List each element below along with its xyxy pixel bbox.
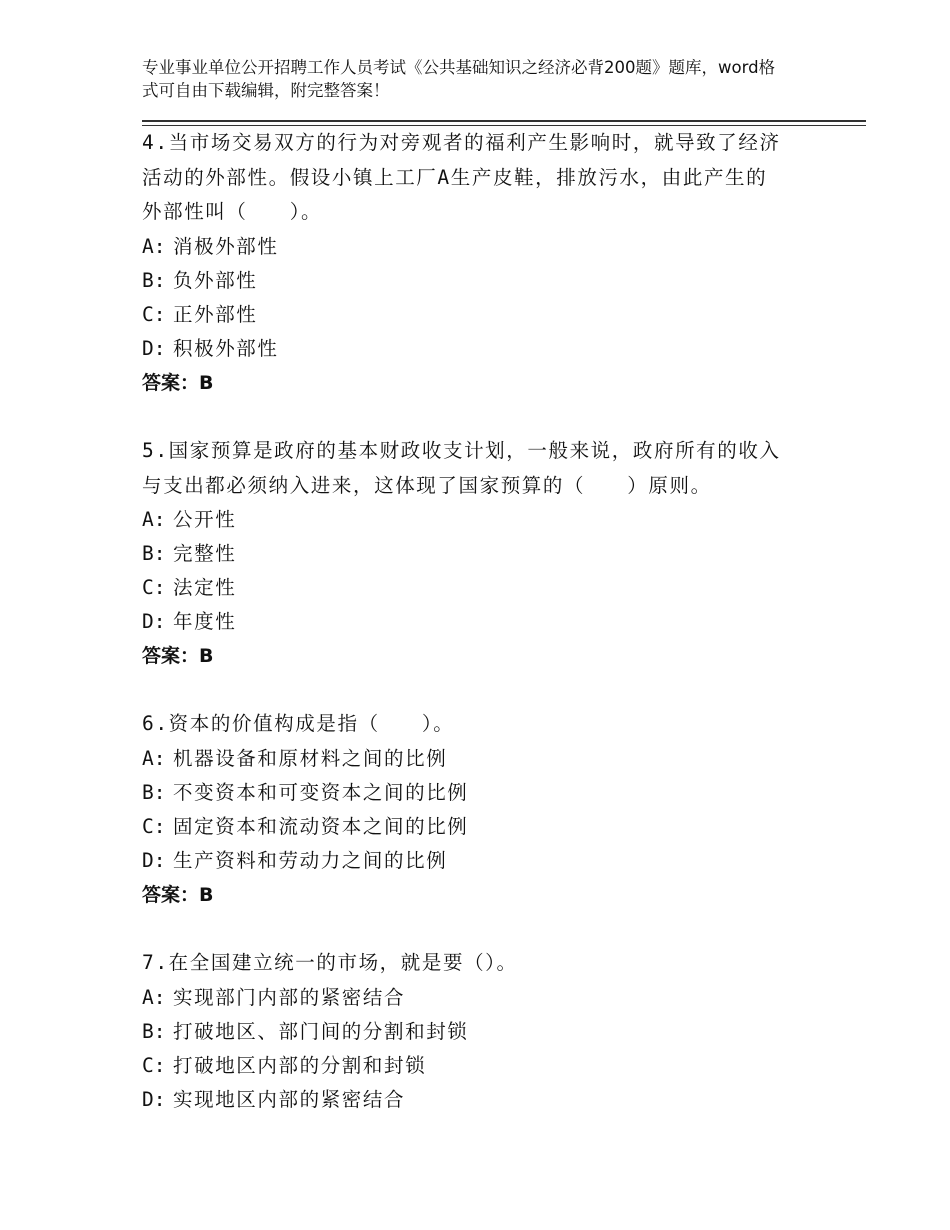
option-text: 年度性	[173, 610, 237, 633]
header-divider-thick	[142, 120, 866, 122]
answer-line: 答案：B	[142, 371, 214, 394]
option-b	[142, 537, 802, 571]
option-text: 积极外部性	[173, 336, 279, 360]
option-d	[142, 332, 802, 366]
option-text: 法定性	[173, 576, 237, 599]
option-letter: D:	[142, 336, 166, 360]
option-c	[142, 1049, 802, 1083]
option-c	[142, 571, 802, 605]
question-stem-line: 5.国家预算是政府的基本财政收支计划，一般来说，政府所有的收入	[142, 439, 781, 462]
option-a	[142, 742, 802, 776]
option-text: 负外部性	[173, 268, 258, 292]
option-text: 打破地区内部的分割和封锁	[173, 1053, 427, 1077]
option-text: 实现地区内部的紧密结合	[173, 1087, 406, 1111]
option-letter: B:	[142, 542, 166, 565]
answer-line: 答案：B	[142, 645, 214, 667]
option-letter: D:	[142, 1087, 166, 1111]
option-letter: A:	[142, 746, 166, 770]
question-stem-line: 活动的外部性。假设小镇上工厂A生产皮鞋，排放污水，由此产生的	[142, 165, 768, 189]
question-stem-line: 与支出都必须纳入进来，这体现了国家预算的（ ）原则。	[142, 473, 712, 497]
option-letter: D:	[142, 610, 166, 633]
option-letter: A:	[142, 985, 166, 1009]
option-letter: B:	[142, 780, 166, 804]
question-4	[142, 126, 802, 400]
option-letter: C:	[142, 814, 166, 838]
question-7	[142, 946, 802, 1117]
option-text: 不变资本和可变资本之间的比例	[173, 780, 469, 804]
option-text: 固定资本和流动资本之间的比例	[173, 814, 469, 838]
option-text: 完整性	[173, 542, 237, 565]
option-b	[142, 1015, 802, 1049]
option-letter: D:	[142, 848, 166, 872]
header-title: 专业事业单位公开招聘工作人员考试《公共基础知识之经济必背200题》题库，word格式可自由下载编辑，附完整答案！	[142, 58, 776, 100]
option-c	[142, 810, 802, 844]
option-text: 打破地区、部门间的分割和封锁	[173, 1019, 469, 1043]
option-b	[142, 776, 802, 810]
option-letter: A:	[142, 508, 166, 531]
option-a	[142, 981, 802, 1015]
option-text: 消极外部性	[173, 234, 279, 258]
question-stem-line: 7.在全国建立统一的市场，就是要（）。	[142, 951, 518, 974]
option-c	[142, 298, 802, 332]
option-d	[142, 605, 802, 639]
question-5	[142, 434, 802, 673]
option-letter: A:	[142, 234, 166, 258]
option-a	[142, 503, 802, 537]
option-letter: C:	[142, 576, 166, 599]
option-letter: B:	[142, 268, 166, 292]
option-letter: C:	[142, 302, 166, 326]
option-text: 生产资料和劳动力之间的比例	[173, 848, 448, 872]
option-letter: C:	[142, 1053, 166, 1077]
question-6	[142, 707, 802, 912]
option-a	[142, 230, 802, 264]
question-stem-line: 外部性叫（ ）。	[142, 200, 323, 223]
option-letter: B:	[142, 1019, 166, 1043]
document-header	[142, 56, 782, 102]
question-stem-line: 6.资本的价值构成是指（ ）。	[142, 712, 455, 735]
option-b	[142, 264, 802, 298]
option-text: 公开性	[173, 508, 237, 531]
option-text: 正外部性	[173, 302, 258, 326]
option-d	[142, 844, 802, 878]
option-d	[142, 1083, 802, 1117]
answer-line: 答案：B	[142, 883, 214, 906]
option-text: 机器设备和原材料之间的比例	[173, 746, 448, 770]
question-stem-line: 4.当市场交易双方的行为对旁观者的福利产生影响时，就导致了经济	[142, 131, 781, 154]
option-text: 实现部门内部的紧密结合	[173, 985, 406, 1009]
